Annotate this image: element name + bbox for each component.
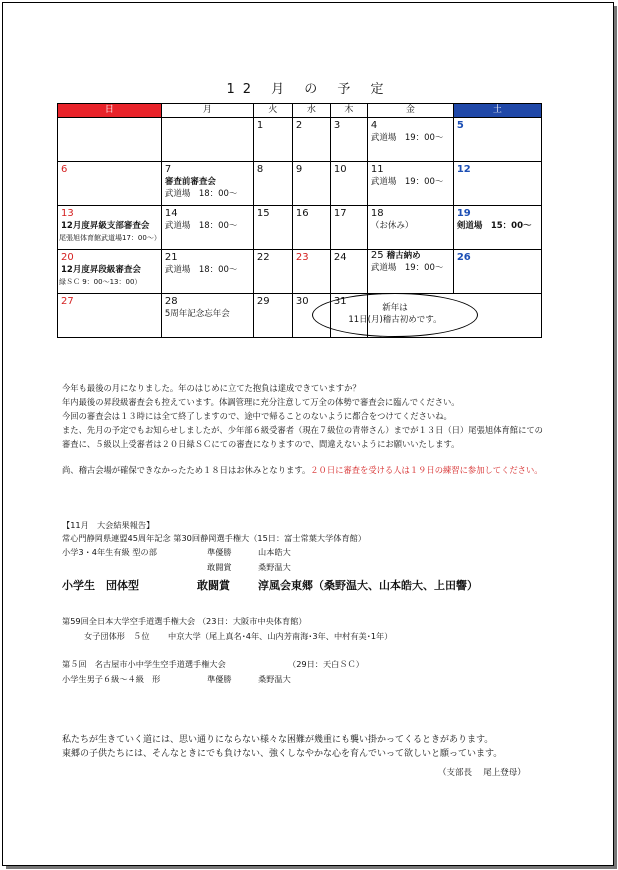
day-number: 19 xyxy=(456,208,471,219)
calendar-day-cell xyxy=(292,118,330,162)
event-text: 5周年記念忘年会 xyxy=(164,309,230,319)
day-number: 15 xyxy=(256,208,270,219)
team-members: 淳風会東郷（桑野温大、山本皓大、上田響） xyxy=(258,579,478,592)
tournament-1-name: 常心門静岡県連盟45周年記念 第30回静岡選手権大（15日：富士常葉大学体育館） xyxy=(62,533,367,543)
calendar-day-cell xyxy=(292,206,330,250)
day-number: 9 xyxy=(295,164,303,175)
calendar-day-cell xyxy=(58,250,162,294)
day-number: 11 xyxy=(370,164,384,175)
event-text: 剣道場 15：00～ xyxy=(456,221,532,231)
tournament-1-award-1: 準優勝 xyxy=(207,547,232,557)
calendar-day-cell xyxy=(330,206,367,250)
message-line: 今回の審査会は１３時には全て終了しますので、途中で帰ることのないように都合をつけてくださいね。 xyxy=(62,411,452,421)
day-number: 3 xyxy=(333,120,341,131)
team-award: 敢闘賞 xyxy=(197,579,230,592)
calendar-day-cell xyxy=(253,294,292,338)
weekday-thu: 木 xyxy=(330,104,367,118)
event-text: 緑ＳＣ 9：00～13：00） xyxy=(59,278,142,286)
calendar-day-cell xyxy=(58,294,162,338)
event-text: 武道場 18：00～ xyxy=(164,189,238,199)
day-number: 8 xyxy=(256,164,264,175)
calendar-week-row xyxy=(58,250,542,294)
event-text: 武道場 18：00～ xyxy=(164,265,238,275)
weekday-fri: 金 xyxy=(367,104,453,118)
event-text: 尾張旭体育館武道場17：00～） xyxy=(59,234,161,242)
calendar-day-cell xyxy=(161,118,253,162)
signature: （支部長 尾上登母） xyxy=(438,768,526,778)
tournament-3-venue: （29日：天白ＳＣ） xyxy=(288,659,364,669)
results-heading: 【11月 大会結果報告】 xyxy=(62,520,155,530)
event-text: 審査前審査会 xyxy=(164,177,216,187)
page-shadow-bottom xyxy=(6,866,617,869)
day-number: 13 xyxy=(61,208,74,219)
calendar-day-cell xyxy=(292,162,330,206)
calendar-day-cell xyxy=(453,250,541,294)
calendar-day-cell xyxy=(161,162,253,206)
day-number: 1 xyxy=(256,120,264,131)
day-number: 2 xyxy=(295,120,303,131)
calendar-day-cell xyxy=(58,162,162,206)
event-text: 12月度昇段級審査会 xyxy=(61,265,141,275)
tournament-3-award: 準優勝 xyxy=(207,674,232,684)
tournament-1-award-2: 敢闘賞 xyxy=(207,562,232,572)
day-number: 21 xyxy=(164,252,178,263)
notice-line xyxy=(62,463,543,478)
calendar-week-row xyxy=(58,118,542,162)
message-line: 審査に、５級以上受審者は２０日緑ＳＣにての審査になりますので、間違えないようにお願いいたします。 xyxy=(62,439,460,449)
calendar-week-row xyxy=(58,206,542,250)
calendar-day-cell xyxy=(161,294,253,338)
calendar-week-row xyxy=(58,162,542,206)
tournament-2-name: 第59回全日本大学空手道選手権大会 （23日：大阪市中央体育館） xyxy=(62,616,307,626)
tournament-3-winner: 桑野温大 xyxy=(258,674,291,684)
day-number: 31 xyxy=(333,296,347,307)
day-number: 26 xyxy=(456,252,471,263)
calendar-day-cell xyxy=(253,118,292,162)
day-number: 28 xyxy=(164,296,178,307)
day-number: 20 xyxy=(61,252,74,263)
calendar-day-cell xyxy=(161,206,253,250)
day-number: 12 xyxy=(456,164,471,175)
day-number: 7 xyxy=(164,164,172,175)
event-text: 武道場 18：00～ xyxy=(164,221,238,231)
day-number: 17 xyxy=(333,208,347,219)
day-number: 23 xyxy=(295,252,309,263)
tournament-3-name: 第５回 名古屋市小中学生空手道選手権大会 xyxy=(62,659,226,669)
calendar-day-cell xyxy=(367,118,453,162)
event-text: 稽古納め xyxy=(386,251,421,261)
calendar-day-cell xyxy=(253,206,292,250)
day-number: 14 xyxy=(164,208,178,219)
calendar-day-cell xyxy=(292,250,330,294)
day-number: 30 xyxy=(295,296,309,307)
weekday-wed: 水 xyxy=(292,104,330,118)
event-text: 12月度昇級支部審査会 xyxy=(61,221,150,231)
day-number: 18 xyxy=(370,208,384,219)
weekday-sat: 土 xyxy=(453,104,541,118)
calendar-day-cell xyxy=(253,162,292,206)
tournament-2-team: 中京大学（尾上真名･4年、山内芳南海･3年、中村有美･1年） xyxy=(168,631,393,641)
team-category: 小学生 団体型 xyxy=(62,579,139,592)
day-number: 6 xyxy=(61,164,68,175)
day-number: 22 xyxy=(256,252,270,263)
weekday-mon: 月 xyxy=(161,104,253,118)
event-text: 武道場 19：00～ xyxy=(370,133,444,143)
closing-line-2: 東郷の子供たちには、そんなときにでも負けない、強くしなやかな心を育んでいって欲しいと願っています。 xyxy=(62,749,503,759)
calendar-day-cell xyxy=(453,118,541,162)
tournament-1-winner-2: 桑野温大 xyxy=(258,562,291,572)
page-title: 12 月 の 予 定 xyxy=(226,82,392,97)
calendar-day-cell xyxy=(58,118,162,162)
event-text: （お休み） xyxy=(370,221,414,231)
day-number: 29 xyxy=(256,296,270,307)
event-text: 武道場 19：00～ xyxy=(370,263,444,273)
message-line: 今年も最後の月になりました。年のはじめに立てた抱負は達成できていますか？ xyxy=(62,383,361,393)
message-line: 年内最後の昇段級審査会も控えています。体調管理に充分注意して万全の体勢で審査会に臨んでください。 xyxy=(62,397,460,407)
calendar-day-cell xyxy=(330,250,367,294)
weekday-sun: 日 xyxy=(58,104,162,118)
page-shadow-right xyxy=(614,6,617,868)
day-number: 27 xyxy=(61,296,74,307)
day-number: 4 xyxy=(370,120,378,131)
calendar-day-cell xyxy=(367,250,453,294)
new-year-note xyxy=(312,293,478,337)
new-year-note-line1: 新年は xyxy=(382,303,408,313)
calendar-day-cell xyxy=(453,162,541,206)
calendar-day-cell xyxy=(330,162,367,206)
message-line: また、先月の予定でもお知らせしましたが、少年部６級受審者（現在７級位の青帯さん）までが１３日（日）尾張旭体育館にての xyxy=(62,425,543,435)
notice-alert: ２０日に審査を受ける人は１９日の練習に参加してください。 xyxy=(310,465,543,475)
tournament-3-category: 小学生男子６級～４級 形 xyxy=(62,674,161,684)
calendar-day-cell xyxy=(330,118,367,162)
day-number: 10 xyxy=(333,164,347,175)
tournament-1-category: 小学3・4年生有級 型の部 xyxy=(62,547,157,557)
calendar-day-cell xyxy=(161,250,253,294)
event-text: 武道場 19：00～ xyxy=(370,177,444,187)
day-number: 24 xyxy=(333,252,347,263)
day-number: 16 xyxy=(295,208,309,219)
weekday-tue: 火 xyxy=(253,104,292,118)
tournament-2-category: 女子団体形 ５位 xyxy=(84,631,150,641)
closing-line-1: 私たちが生きていく道には、思い通りにならない様々な困難が幾重にも襲い掛かってくるときがあります。 xyxy=(62,735,494,745)
day-number: 5 xyxy=(456,120,464,131)
new-year-note-line2: 11日(月)稽古初めです。 xyxy=(348,315,442,325)
calendar-day-cell xyxy=(253,250,292,294)
notice-text: 尚、稽古会場が確保できなかったため１８日はお休みとなります。 xyxy=(62,465,311,475)
tournament-1-winner-1: 山本皓大 xyxy=(258,547,291,557)
calendar-day-cell xyxy=(58,206,162,250)
calendar-header-row xyxy=(58,104,542,118)
day-number: 25 xyxy=(370,250,384,261)
calendar-day-cell xyxy=(367,206,453,250)
calendar-day-cell xyxy=(367,162,453,206)
calendar-day-cell xyxy=(453,206,541,250)
